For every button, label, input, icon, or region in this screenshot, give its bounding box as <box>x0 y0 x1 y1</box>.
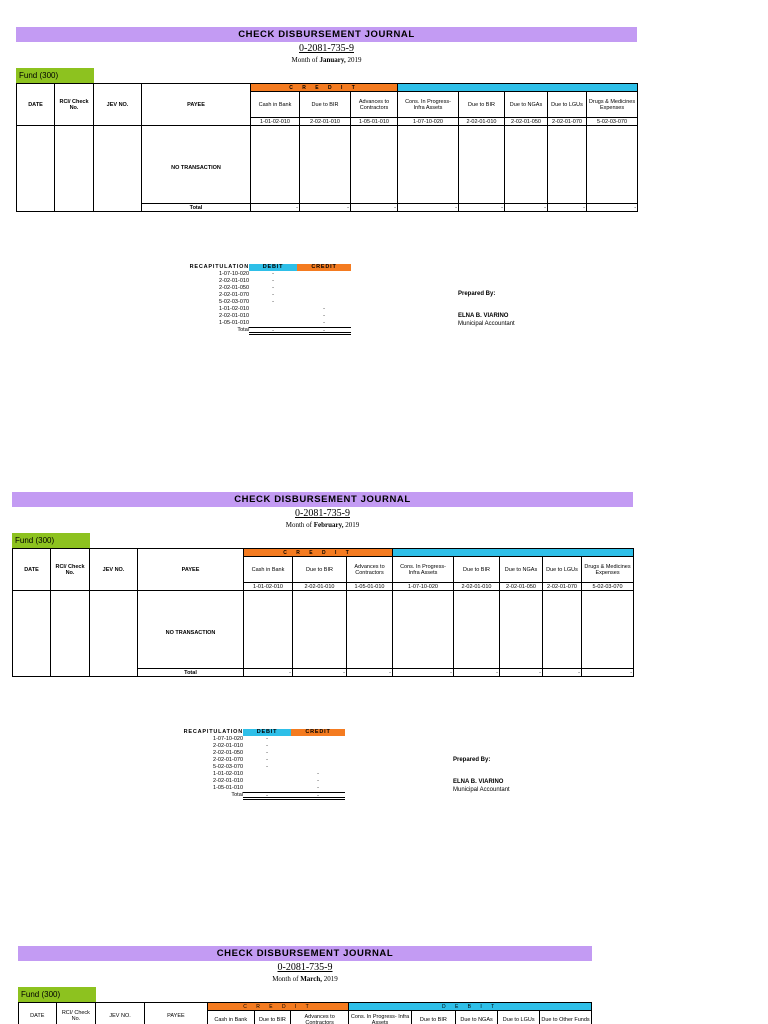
no-transaction-text: NO TRANSACTION <box>142 126 251 204</box>
fund-label: Fund (300) <box>18 987 96 1002</box>
recap-code: 5-02-03-070 <box>213 764 243 770</box>
col-rci: RCI/ Check No. <box>55 84 94 126</box>
code-cell: 1-05-01-010 <box>351 118 398 126</box>
recap-code: 2-02-01-010 <box>219 313 249 319</box>
total-label: Total <box>138 669 244 677</box>
table-cell <box>300 126 351 204</box>
recap-total-debit: - <box>249 327 297 335</box>
col-rci: RCI/ Check No. <box>56 1003 96 1024</box>
recap-code: 1-07-10-020 <box>219 271 249 277</box>
signature-block-january <box>458 290 515 328</box>
no-transaction-text: NO TRANSACTION <box>138 591 244 669</box>
recap-value: - <box>266 743 268 749</box>
col-payee: PAYEE <box>144 1003 207 1024</box>
code-cell: 2-02-01-010 <box>454 583 500 591</box>
recap-code: 2-02-01-050 <box>219 285 249 291</box>
col-advances: Advances to Contractors <box>291 1011 349 1024</box>
recap-code: 2-02-01-070 <box>219 292 249 298</box>
total-cell: - <box>244 669 293 677</box>
total-cell: - <box>347 669 393 677</box>
signatory-name: ELNA B. VIARINO <box>453 779 504 785</box>
journal-table <box>16 83 638 212</box>
col-date: DATE <box>13 549 51 591</box>
recap-value: - <box>272 299 274 305</box>
code-cell: 1-07-10-020 <box>393 583 454 591</box>
credit-bar: C R E D I T <box>207 1003 348 1011</box>
code-cell: 5-02-03-070 <box>587 118 638 126</box>
recapitulation-february <box>139 729 349 799</box>
total-cell: - <box>548 204 587 212</box>
fund-label: Fund (300) <box>12 533 90 548</box>
journal-january <box>16 27 637 212</box>
recap-total-credit: - <box>291 792 345 800</box>
debit-bar <box>398 84 638 92</box>
col-jev: JEV NO. <box>96 1003 145 1024</box>
recap-value: - <box>317 785 319 791</box>
table-cell <box>293 591 347 669</box>
col-due-ngas: Due to NGAs <box>505 92 548 118</box>
table-cell <box>94 126 142 212</box>
code-cell: 2-02-01-010 <box>459 118 505 126</box>
account-number: 0-2081-735-9 <box>299 43 354 54</box>
journal-february <box>12 492 633 677</box>
total-label: Total <box>142 204 251 212</box>
recap-credit-header: CREDIT <box>291 729 345 736</box>
col-cons-progress: Cons. In Progress- Infra Assets <box>393 557 454 583</box>
col-due-ngas: Due to NGAs <box>500 557 543 583</box>
recap-value: - <box>266 750 268 756</box>
recap-value: - <box>317 771 319 777</box>
recap-code: 2-02-01-010 <box>213 743 243 749</box>
signatory-title: Municipal Accountant <box>453 787 510 793</box>
recap-code: 1-05-01-010 <box>219 320 249 326</box>
recap-value: - <box>266 764 268 770</box>
col-drugs: Drugs & Medicines Expenses <box>587 92 638 118</box>
col-due-other-funds: Due to Other Funds <box>540 1011 592 1024</box>
recap-code: 2-02-01-050 <box>213 750 243 756</box>
col-due-ngas: Due to NGAs <box>455 1011 498 1024</box>
recap-value: - <box>272 285 274 291</box>
col-cash-in-bank: Cash in Bank <box>244 557 293 583</box>
table-cell <box>13 591 51 677</box>
table-cell <box>398 126 459 204</box>
table-cell <box>459 126 505 204</box>
col-advances: Advances to Contractors <box>347 557 393 583</box>
table-cell <box>505 126 548 204</box>
table-cell <box>244 591 293 669</box>
account-number: 0-2081-735-9 <box>277 962 333 973</box>
col-drugs: Drugs & Medicines Expenses <box>582 557 634 583</box>
journal-table <box>18 1002 592 1024</box>
journal-march <box>18 946 592 1024</box>
table-cell <box>17 126 55 212</box>
total-cell: - <box>459 204 505 212</box>
col-due-bir-debit: Due to BIR <box>454 557 500 583</box>
total-cell: - <box>500 669 543 677</box>
col-due-bir: Due to BIR <box>300 92 351 118</box>
journal-title: CHECK DISBURSEMENT JOURNAL <box>12 492 633 507</box>
table-cell <box>251 126 300 204</box>
recap-code: 1-01-02-010 <box>219 306 249 312</box>
code-cell: 5-02-03-070 <box>582 583 634 591</box>
col-cons-progress: Cons. In Progress- Infra Assets <box>349 1011 412 1024</box>
table-cell <box>543 591 582 669</box>
debit-bar <box>393 549 634 557</box>
code-cell: 1-05-01-010 <box>347 583 393 591</box>
recap-value: - <box>266 757 268 763</box>
recap-debit-header: DEBIT <box>249 264 297 271</box>
total-cell: - <box>582 669 634 677</box>
recap-code: 1-01-02-010 <box>213 771 243 777</box>
recap-total-label: Total <box>231 792 243 798</box>
recapitulation-january <box>145 264 355 334</box>
code-cell: 2-02-01-050 <box>500 583 543 591</box>
table-cell <box>500 591 543 669</box>
col-payee: PAYEE <box>142 84 251 126</box>
journal-title: CHECK DISBURSEMENT JOURNAL <box>18 946 592 961</box>
total-cell: - <box>543 669 582 677</box>
table-cell <box>454 591 500 669</box>
col-due-bir-debit: Due to BIR <box>459 92 505 118</box>
recap-value: - <box>323 306 325 312</box>
journal-title: CHECK DISBURSEMENT JOURNAL <box>16 27 637 42</box>
col-due-lgus: Due to LGUs <box>498 1011 540 1024</box>
table-cell <box>51 591 90 677</box>
signatory-title: Municipal Accountant <box>458 321 515 327</box>
debit-bar: D E B I T <box>349 1003 592 1011</box>
col-advances: Advances to Contractors <box>351 92 398 118</box>
col-jev: JEV NO. <box>90 549 138 591</box>
signature-block-february <box>453 756 510 794</box>
total-cell: - <box>251 204 300 212</box>
recap-value: - <box>323 313 325 319</box>
code-cell: 1-07-10-020 <box>398 118 459 126</box>
recap-credit-header: CREDIT <box>297 264 351 271</box>
table-cell <box>582 591 634 669</box>
recap-code: 2-02-01-010 <box>213 778 243 784</box>
col-payee: PAYEE <box>138 549 244 591</box>
code-cell: 1-01-02-010 <box>251 118 300 126</box>
recap-code: 2-02-01-070 <box>213 757 243 763</box>
col-jev: JEV NO. <box>94 84 142 126</box>
recap-total-label: Total <box>237 327 249 333</box>
month-line: Month of January, 2019 <box>291 56 362 64</box>
prepared-by: Prepared By: <box>458 291 496 297</box>
signatory-name: ELNA B. VIARINO <box>458 313 509 319</box>
account-number: 0-2081-735-9 <box>295 508 350 519</box>
recap-code: 1-07-10-020 <box>213 736 243 742</box>
code-cell: 2-02-01-010 <box>293 583 347 591</box>
table-cell <box>347 591 393 669</box>
recap-value: - <box>317 778 319 784</box>
recap-code: 2-02-01-010 <box>219 278 249 284</box>
col-cash-in-bank: Cash in Bank <box>207 1011 254 1024</box>
total-cell: - <box>293 669 347 677</box>
col-rci: RCI/ Check No. <box>51 549 90 591</box>
total-cell: - <box>398 204 459 212</box>
journal-table <box>12 548 634 677</box>
recap-total-debit: - <box>243 792 291 800</box>
col-cons-progress: Cons. In Progress- Infra Assets <box>398 92 459 118</box>
col-date: DATE <box>17 84 55 126</box>
col-cash-in-bank: Cash in Bank <box>251 92 300 118</box>
recap-value: - <box>272 278 274 284</box>
code-cell: 2-02-01-050 <box>505 118 548 126</box>
total-cell: - <box>587 204 638 212</box>
recap-code: 1-05-01-010 <box>213 785 243 791</box>
recap-debit-header: DEBIT <box>243 729 291 736</box>
col-due-bir: Due to BIR <box>254 1011 291 1024</box>
col-due-lgus: Due to LGUs <box>543 557 582 583</box>
recap-total-credit: - <box>297 327 351 335</box>
col-date: DATE <box>19 1003 57 1024</box>
fund-label: Fund (300) <box>16 68 94 83</box>
code-cell: 2-02-01-010 <box>300 118 351 126</box>
credit-bar: C R E D I T <box>244 549 393 557</box>
table-cell <box>55 126 94 212</box>
month-line: Month of March, 2019 <box>272 975 338 983</box>
col-due-bir: Due to BIR <box>293 557 347 583</box>
recap-value: - <box>272 292 274 298</box>
code-cell: 2-02-01-070 <box>543 583 582 591</box>
col-due-lgus: Due to LGUs <box>548 92 587 118</box>
total-cell: - <box>505 204 548 212</box>
recap-value: - <box>272 271 274 277</box>
code-cell: 2-02-01-070 <box>548 118 587 126</box>
col-due-bir-debit: Due to BIR <box>412 1011 456 1024</box>
table-cell <box>587 126 638 204</box>
recap-value: - <box>323 320 325 326</box>
recap-code: 5-02-03-070 <box>219 299 249 305</box>
table-cell <box>548 126 587 204</box>
total-cell: - <box>351 204 398 212</box>
total-cell: - <box>454 669 500 677</box>
recap-heading: RECAPITULATION <box>183 729 243 735</box>
code-cell: 1-01-02-010 <box>244 583 293 591</box>
credit-bar: C R E D I T <box>251 84 398 92</box>
table-cell <box>393 591 454 669</box>
table-cell <box>351 126 398 204</box>
table-cell <box>90 591 138 677</box>
month-line: Month of February, 2019 <box>285 521 360 529</box>
recap-value: - <box>266 736 268 742</box>
recap-heading: RECAPITULATION <box>189 264 249 270</box>
total-cell: - <box>393 669 454 677</box>
prepared-by: Prepared By: <box>453 757 491 763</box>
total-cell: - <box>300 204 351 212</box>
